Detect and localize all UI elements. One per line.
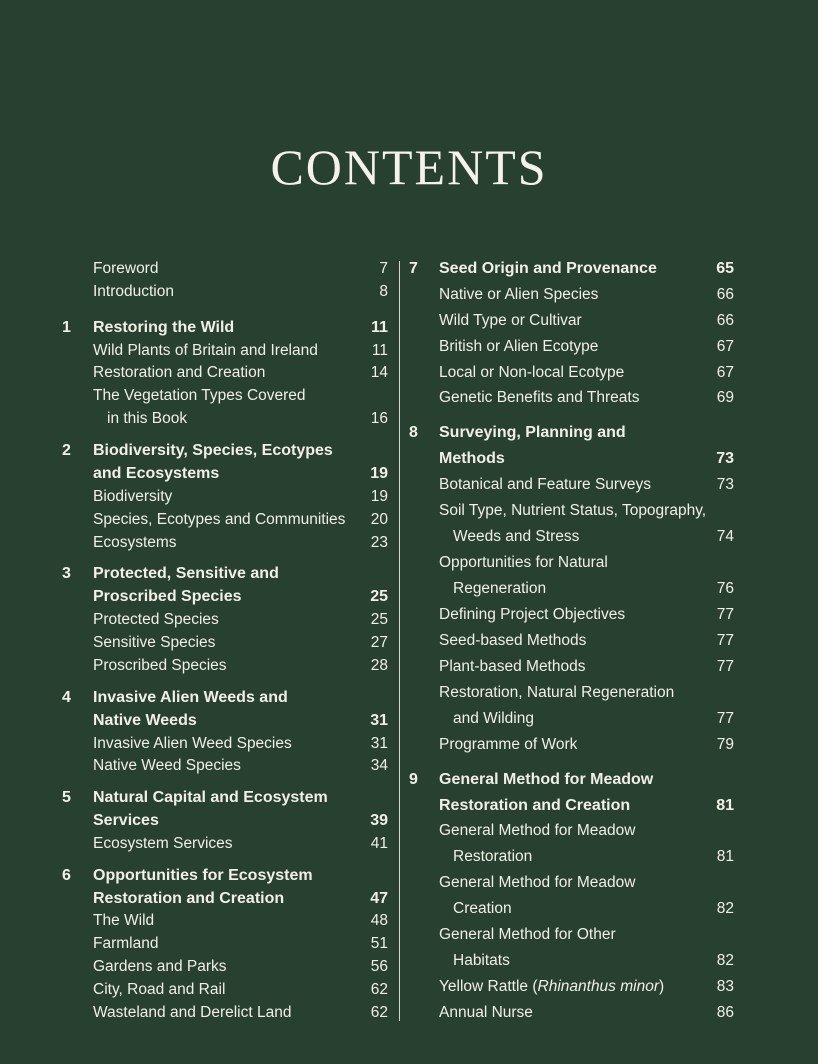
entry-title: General Method for Meadow	[439, 771, 654, 788]
entry-title: Farmland	[93, 935, 159, 952]
entry-title: Ecosystems	[93, 534, 177, 551]
entry-title: Defining Project Objectives	[439, 606, 626, 623]
entry-title: and Ecosystems	[93, 465, 220, 482]
page-number: 31	[370, 712, 388, 729]
entry-title: Native or Alien Species	[439, 286, 599, 303]
page-number: 8	[379, 283, 388, 300]
chapter-number: 9	[409, 771, 418, 788]
chapter-number: 8	[409, 424, 418, 441]
page-number: 77	[716, 632, 734, 649]
page-number: 77	[716, 658, 734, 675]
page-number: 73	[716, 476, 734, 493]
page-number: 86	[716, 1004, 734, 1021]
page-number: 11	[371, 342, 388, 359]
page-number: 11	[371, 319, 388, 336]
entry-title: Protected Species	[93, 611, 219, 628]
page-number: 82	[716, 952, 734, 969]
page-number: 19	[370, 488, 388, 505]
page-number: 62	[370, 1004, 388, 1021]
entry-title: Creation	[453, 900, 512, 917]
page-number: 83	[716, 978, 734, 995]
page-number: 81	[716, 797, 734, 814]
entry-title: Species, Ecotypes and Communities	[93, 511, 346, 528]
chapter-number: 5	[62, 789, 71, 806]
entry-title: Proscribed Species	[93, 657, 227, 674]
page-number: 27	[370, 634, 388, 651]
page-number: 14	[370, 364, 388, 381]
entry-title: General Method for Meadow	[439, 874, 636, 891]
entry-title: in this Book	[107, 410, 188, 427]
entry-title: Foreword	[93, 260, 159, 277]
entry-title: Habitats	[453, 952, 510, 969]
entry-title: Methods	[439, 450, 505, 467]
entry-title: Restoration	[453, 848, 533, 865]
entry-title: City, Road and Rail	[93, 981, 226, 998]
page-number: 77	[716, 606, 734, 623]
page-number: 41	[370, 835, 388, 852]
entry-title: Seed-based Methods	[439, 632, 587, 649]
entry-title: Restoring the Wild	[93, 319, 235, 336]
entry-title: Natural Capital and Ecosystem	[93, 789, 328, 806]
entry-title: Protected, Sensitive and	[93, 565, 279, 582]
page-number: 28	[370, 657, 388, 674]
entry-title: Regeneration	[453, 580, 547, 597]
page-number: 73	[716, 450, 734, 467]
entry-title: Opportunities for Natural	[439, 554, 608, 571]
page-number: 19	[370, 465, 388, 482]
entry-title: Introduction	[93, 283, 174, 300]
page-number: 82	[716, 900, 734, 917]
entry-title: Wild Type or Cultivar	[439, 312, 582, 329]
page-number: 16	[370, 410, 388, 427]
page-number: 74	[716, 528, 734, 545]
entry-title: Yellow Rattle (Rhinanthus minor)	[439, 978, 665, 995]
chapter-number: 4	[62, 689, 71, 706]
entry-title: General Method for Meadow	[439, 822, 636, 839]
page-number: 79	[716, 736, 734, 753]
page-number: 25	[370, 611, 388, 628]
entry-title: Wild Plants of Britain and Ireland	[93, 342, 318, 359]
chapter-number: 3	[62, 565, 71, 582]
page-number: 56	[370, 958, 388, 975]
entry-title: Weeds and Stress	[453, 528, 580, 545]
chapter-number: 1	[62, 319, 71, 336]
entry-title: Biodiversity	[93, 488, 173, 505]
page-number: 34	[370, 757, 388, 774]
entry-title: Services	[93, 812, 159, 829]
chapter-number: 2	[62, 442, 71, 459]
entry-title: The Vegetation Types Covered	[93, 387, 306, 404]
entry-title: Seed Origin and Provenance	[439, 260, 657, 277]
entry-title: and Wilding	[453, 710, 534, 727]
entry-title: Proscribed Species	[93, 588, 242, 605]
entry-title: Gardens and Parks	[93, 958, 227, 975]
page-title: CONTENTS	[270, 139, 548, 195]
entry-title: Restoration, Natural Regeneration	[439, 684, 675, 701]
entry-title: Opportunities for Ecosystem	[93, 867, 313, 884]
entry-title: Botanical and Feature Surveys	[439, 476, 651, 493]
page-number: 69	[716, 389, 734, 406]
page-number: 7	[379, 260, 388, 277]
page-number: 62	[370, 981, 388, 998]
page-number: 66	[716, 312, 734, 329]
entry-title: Plant-based Methods	[439, 658, 586, 675]
entry-title: Restoration and Creation	[439, 797, 631, 814]
page-number: 39	[370, 812, 388, 829]
column-divider	[399, 261, 400, 1021]
chapter-number: 6	[62, 867, 71, 884]
page-number: 67	[716, 364, 734, 381]
page-number: 76	[716, 580, 734, 597]
page-number: 48	[370, 912, 388, 929]
entry-title: The Wild	[93, 912, 155, 929]
page-number: 47	[370, 890, 388, 907]
page-number: 20	[370, 511, 388, 528]
entry-title: Local or Non-local Ecotype	[439, 364, 625, 381]
page-number: 66	[716, 286, 734, 303]
entry-title: Wasteland and Derelict Land	[93, 1004, 292, 1021]
entry-title: General Method for Other	[439, 926, 616, 943]
chapter-number: 7	[409, 260, 418, 277]
entry-title: Genetic Benefits and Threats	[439, 389, 640, 406]
page-number: 23	[370, 534, 388, 551]
entry-title: Invasive Alien Weeds and	[93, 689, 288, 706]
entry-title: Sensitive Species	[93, 634, 216, 651]
entry-title: Restoration and Creation	[93, 890, 285, 907]
page-number: 31	[370, 735, 388, 752]
entry-title: Ecosystem Services	[93, 835, 233, 852]
entry-title: Annual Nurse	[439, 1004, 533, 1021]
entry-title: Surveying, Planning and	[439, 424, 626, 441]
page-number: 77	[716, 710, 734, 727]
entry-title: Soil Type, Nutrient Status, Topography,	[439, 502, 707, 519]
page-number: 25	[370, 588, 388, 605]
entry-title: Restoration and Creation	[93, 364, 266, 381]
species-name: Rhinanthus minor	[537, 978, 659, 995]
page-number: 81	[716, 848, 734, 865]
entry-title: Native Weed Species	[93, 757, 241, 774]
entry-title: British or Alien Ecotype	[439, 338, 599, 355]
entry-title: Programme of Work	[439, 736, 578, 753]
entry-title: Invasive Alien Weed Species	[93, 735, 292, 752]
page-number: 51	[370, 935, 388, 952]
page-number: 67	[716, 338, 734, 355]
entry-title: Native Weeds	[93, 712, 197, 729]
page-number: 65	[716, 260, 734, 277]
entry-title: Biodiversity, Species, Ecotypes	[93, 442, 333, 459]
